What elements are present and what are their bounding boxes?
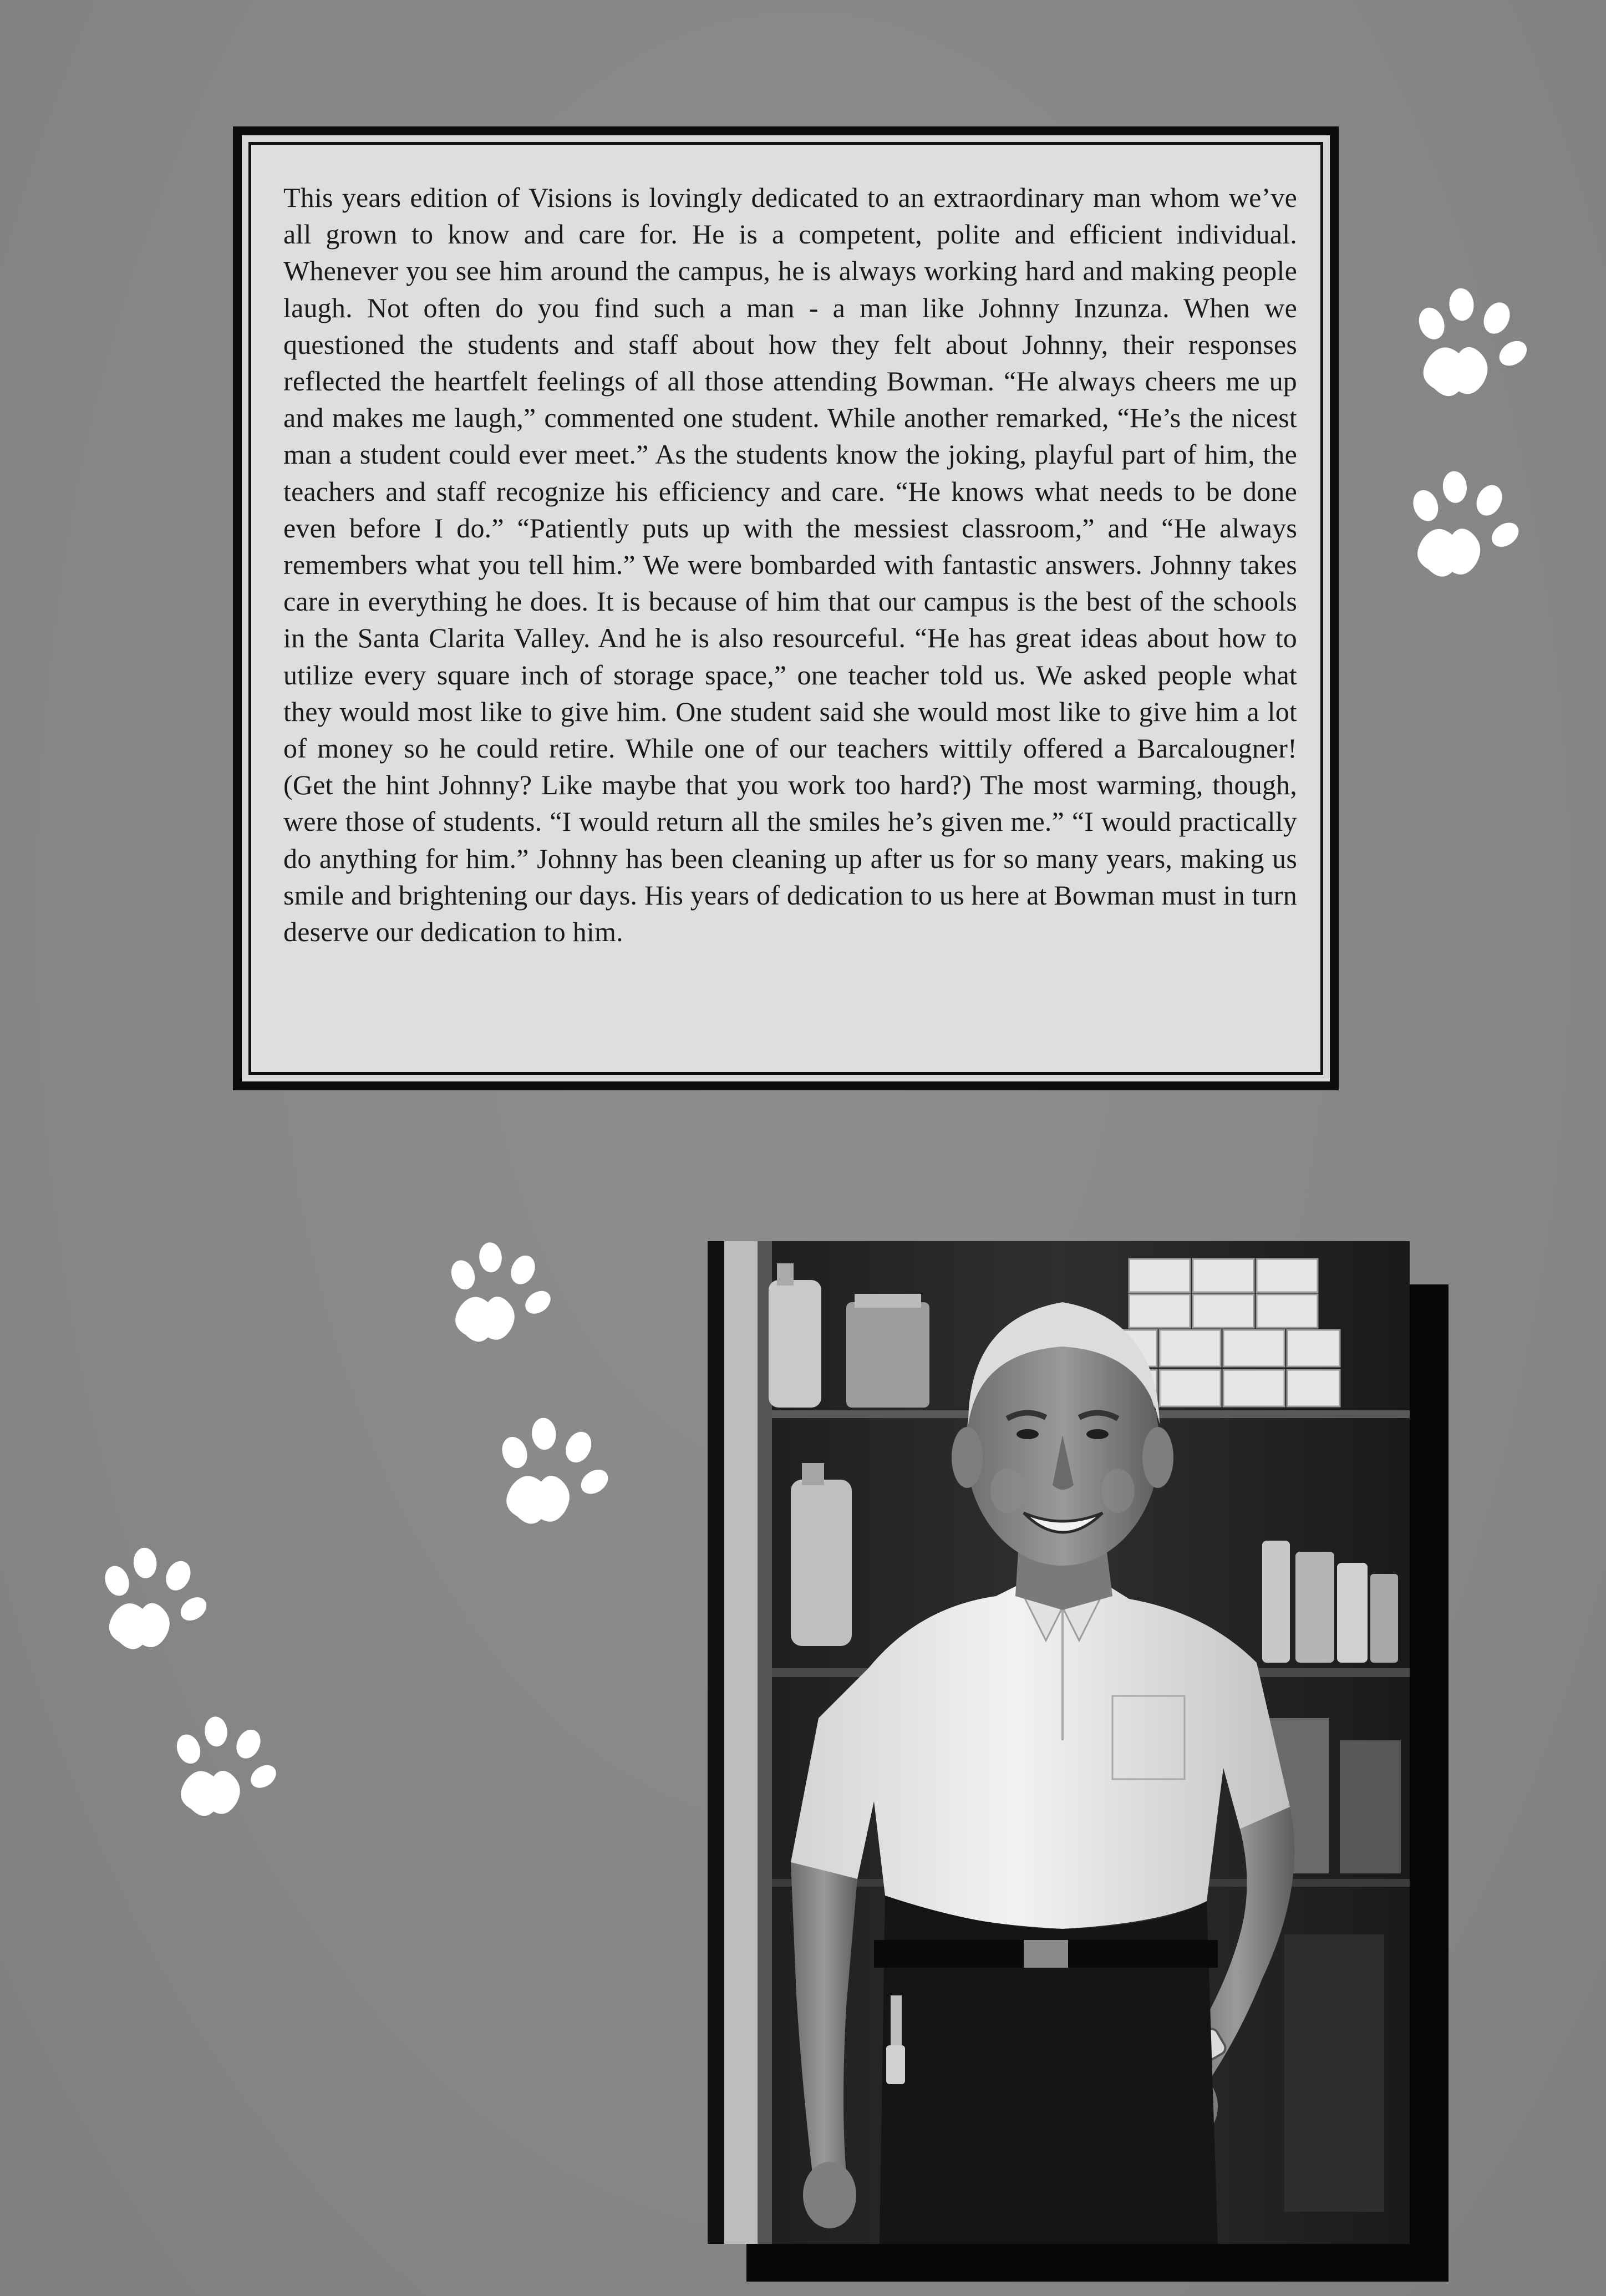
dedication-box [233, 126, 1339, 1090]
paw-print-icon [1403, 283, 1542, 405]
paw-print-icon [488, 1411, 621, 1533]
dedication-box-border [248, 142, 1323, 1075]
paw-print-icon [438, 1234, 563, 1353]
dedication-box-inner [242, 135, 1330, 1081]
portrait-illustration [708, 1241, 1410, 2244]
paw-print-icon [92, 1536, 219, 1664]
paw-print-icon [1397, 466, 1533, 585]
portrait-photo [708, 1241, 1410, 2244]
paw-print-icon [164, 1703, 288, 1833]
dedication-paragraph: This years edition of Visions is lovingly dedicated to an extraordinary man whom we’ve all grown to know and care for. He is a competent, polite and efficient individual. Whenever you see him around the campus, he is always working hard and making people laugh. Not often do you find such a man - a man like Johnny Inzunza. When we questioned the students and staff about how they felt about Johnny, their responses reflected the heartfelt feelings of all those attending Bowman. “He always cheers me up and makes me laugh,” commented one student. While another remarked, “He’s the nicest man a student could ever meet.” As the students know the joking, playful part of him, the teachers and staff recognize his efficiency and care. “He knows what needs to be done even before I do.” “Patiently puts up with the messiest classroom,” and “He always remembers what you tell him.” We were bombarded with fantastic answers. Johnny takes care in everything he does. It is because of him that our campus is the best of the schools in the Santa Clarita Valley. And he is also resourceful. “He has great ideas about how to utilize every square inch of storage space,” one teacher told us. We asked people what they would most like to give him. One student said she would most like to give him a lot of money so he could retire. While one of our teachers wittily offered a Barcalougner! (Get the hint Johnny? Like maybe that you work too hard?) The most warming, though, were those of students. “I would return all the smiles he’s given me.” “I would practically do anything for him.” Johnny has been cleaning up after us for so many years, making us smile and brightening our days. His years of dedication to us here at Bowman must in turn deserve our dedication to him. [283, 182, 1297, 948]
